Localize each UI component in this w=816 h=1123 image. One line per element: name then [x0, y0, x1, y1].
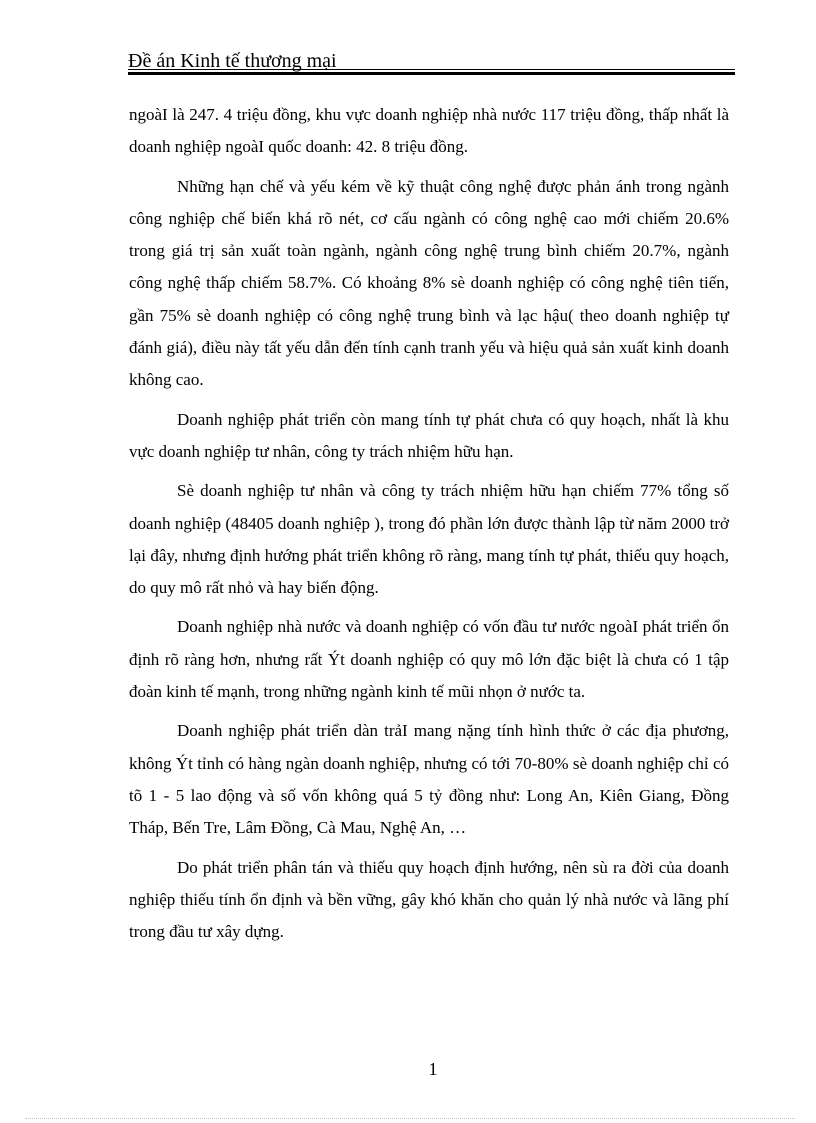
body-text — [129, 99, 729, 948]
paragraph: Doanh nghiệp phát triển dàn trảI mang nặng tính hình thức ở các địa phương, không Ýt tỉnh có hàng ngàn doanh nghiệp, nhưng có tới 70-80% sè doanh nghiệp chỉ có tõ 1 - 5 lao động và số vốn không quá 5 tỷ đồng như: Long An, Kiên Giang, Đồng Tháp, Bến Tre, Lâm Đồng, Cà Mau, Nghệ An, … — [129, 721, 729, 838]
paragraph: Những hạn chế và yếu kém về kỹ thuật công nghệ được phản ánh trong ngành công nghiệp chế biến khá rõ nét, cơ cấu ngành có công nghệ cao mới chiếm 20.6% trong giá trị sản xuất toàn ngành, ngành công nghệ trung bình chiếm 20.7%, ngành công nghệ thấp chiếm 58.7%. Có khoảng 8% sè doanh nghiệp có công nghệ tiên tiến, gần 75% sè doanh nghiệp có công nghệ trung bình và lạc hậu( theo doanh nghiệp tự đánh giá), điều này tất yếu dẫn đến tính cạnh tranh yếu và hiệu quả sản xuất kinh doanh không cao. — [129, 176, 729, 390]
header-rule-thin — [128, 69, 735, 70]
paragraph: Doanh nghiệp nhà nước và doanh nghiệp có vốn đầu tư nước ngoàI phát triển ổn định rõ ràng hơn, nhưng rất Ýt doanh nghiệp có quy mô lớn đặc biệt là chưa có 1 tập đoàn kinh tế mạnh, trong những ngành kinh tế mũi nhọn ở nước ta. — [129, 617, 729, 702]
paragraph: Doanh nghiệp phát triển còn mang tính tự phát chưa có quy hoạch, nhất là khu vực doanh nghiệp tư nhân, công ty trách nhiệm hữu hạn. — [129, 409, 729, 461]
paragraph: Sè doanh nghiệp tư nhân và công ty trách nhiệm hữu hạn chiếm 77% tổng số doanh nghiệp (48405 doanh nghiệp ), trong đó phần lớn được thành lập từ năm 2000 trở lại đây, nhưng định hướng phát triển không rõ ràng, mang tính tự phát, thiếu quy hoạch, do quy mô rất nhỏ và hay biến động. — [129, 481, 729, 598]
page-number: 1 — [428, 1059, 438, 1079]
page-header — [128, 50, 735, 74]
page-bottom-divider — [25, 1118, 795, 1119]
header-rule-thick — [128, 72, 735, 75]
header-title: Đề án Kinh tế thương mại — [128, 50, 337, 72]
paragraph: Do phát triển phân tán và thiếu quy hoạch định hướng, nên sù ra đời của doanh nghiệp thiếu tính ổn định và bền vững, gây khó khăn cho quản lý nhà nước và lãng phí trong đầu tư xây dựng. — [129, 857, 729, 942]
paragraph: ngoàI là 247. 4 triệu đồng, khu vực doanh nghiệp nhà nước 117 triệu đồng, thấp nhất là doanh nghiệp ngoàI quốc doanh: 42. 8 triệu đồng. — [129, 105, 729, 157]
